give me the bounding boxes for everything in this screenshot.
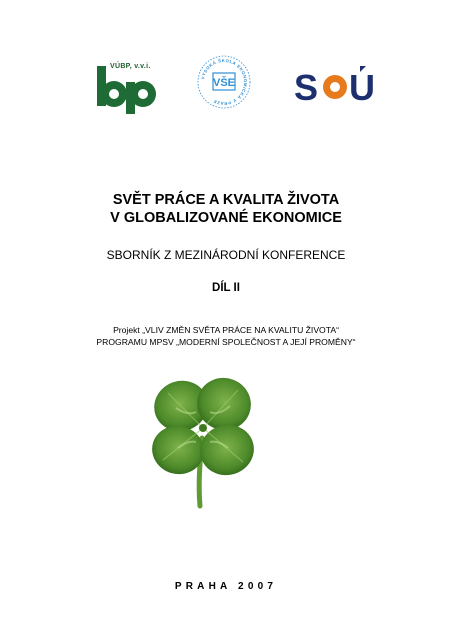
city-year: PRAHA 2007 [174, 581, 278, 592]
vse-mark: VŠE [212, 77, 236, 89]
title-line-2: V GLOBALIZOVANÉ EKONOMICE [110, 210, 342, 226]
svg-text:S: S [294, 67, 319, 104]
project-line-1: Projekt „VLIV ZMĚN SVĚTA PRÁCE NA KVALITU ŽIVOTA“ [113, 325, 339, 335]
title-line-1: SVĚT PRÁCE A KVALITA ŽIVOTA [112, 192, 340, 208]
vubp-logo [95, 62, 157, 114]
project-line-2: PROGRAMU MPSV „MODERNÍ SPOLEČNOST A JEJÍ PROMĚNY“ [96, 337, 356, 347]
vse-ring-text: VYSOKÁ ŠKOLA EKONOMICKÁ V PRAZE [200, 57, 249, 107]
four-leaf-clover-image [148, 368, 258, 510]
svg-text:U: U [349, 67, 375, 104]
part-label: DÍL II [212, 282, 240, 294]
subtitle: SBORNÍK Z MEZINÁRODNÍ KONFERENCE [106, 248, 346, 262]
vubp-caption: VÚBP, v.v.i. [110, 63, 151, 70]
sou-mark: SOÚ [294, 66, 297, 67]
vse-logo [196, 54, 252, 110]
sou-logo [294, 66, 380, 104]
